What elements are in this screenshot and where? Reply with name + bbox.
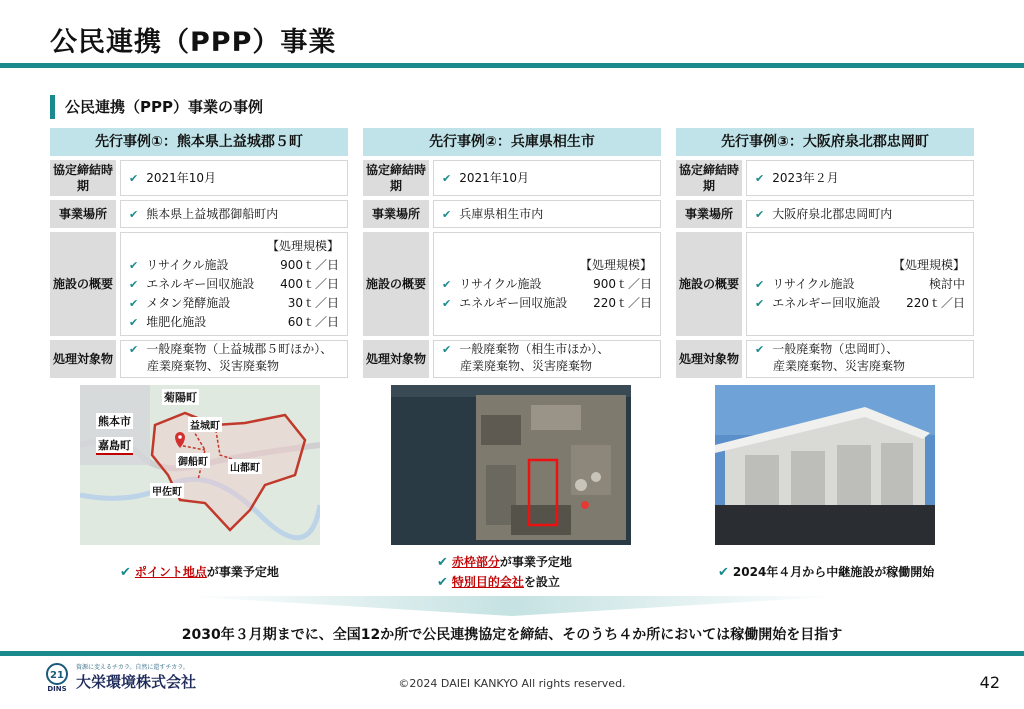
check-icon: ✔: [120, 565, 131, 580]
copyright: ©2024 DAIEI KANKYO All rights reserved.: [398, 677, 626, 690]
label-agreement: 協定締結時期: [363, 160, 429, 196]
label-facility: 施設の概要: [363, 232, 429, 336]
caption-3: ✔ 2024年４月から中継施設が稼働開始: [718, 565, 935, 580]
check-icon: ✔: [129, 315, 139, 329]
facility-item: ✔ エネルギー回収施設 400ｔ／日: [129, 275, 339, 294]
label-agreement: 協定締結時期: [50, 160, 116, 196]
check-icon: ✔: [442, 343, 452, 356]
case-column-2: [363, 128, 661, 378]
logo-name: 大栄環境株式会社: [76, 673, 197, 691]
facility-list: [120, 232, 348, 336]
map-label: 甲佐町: [150, 483, 184, 498]
case-heading: 先行事例②：兵庫県相生市: [363, 128, 661, 156]
building-photo: [715, 385, 935, 545]
check-icon: ✔: [755, 207, 765, 221]
agreement-date: [120, 160, 348, 196]
page-number: 42: [979, 673, 1000, 692]
facility-item: ✔ リサイクル施設 900ｔ／日: [442, 275, 652, 294]
svg-text:21: 21: [50, 670, 64, 681]
location-pin-icon: [581, 501, 589, 509]
summary-text: 2030年３月期までに、全国12か所で公民連携協定を締結、そのうち４か所においては稼働開始を目指す: [181, 627, 843, 643]
aerial-photo: [391, 385, 631, 545]
facility-list: [746, 232, 974, 336]
check-icon: ✔: [129, 343, 139, 356]
label-location: 事業場所: [363, 200, 429, 228]
section-subtitle: 公民連携（PPP）事業の事例: [50, 95, 263, 119]
label-agreement: 協定締結時期: [676, 160, 742, 196]
check-icon: ✔: [755, 343, 765, 356]
scale-header: 【処理規模】: [579, 257, 652, 272]
label-waste: 処理対象物: [363, 340, 429, 378]
check-icon: ✔: [755, 171, 765, 185]
location-value: ✔ 大阪府泉北郡忠岡町内: [746, 200, 974, 228]
waste-value: ✔ 一般廃棄物（上益城郡５町ほか）、 産業廃棄物、災害廃棄物: [120, 340, 348, 378]
check-icon: ✔: [755, 296, 765, 310]
map-label: 山都町: [228, 459, 262, 474]
map-label: 嘉島町: [96, 437, 133, 455]
check-icon: ✔: [442, 207, 452, 221]
facility-list: [433, 232, 661, 336]
scale-header: 【処理規模】: [266, 238, 339, 253]
page-title: 公民連携（PPP）事業: [50, 27, 337, 58]
facility-item: ✔ 堆肥化施設 60ｔ／日: [129, 313, 339, 332]
check-icon: ✔: [442, 171, 452, 185]
label-waste: 処理対象物: [50, 340, 116, 378]
check-icon: ✔: [129, 277, 139, 291]
caption-2b: ✔ 特別目的会社を設立: [437, 575, 560, 590]
check-icon: ✔: [129, 296, 139, 310]
case-heading: 先行事例①：熊本県上益城郡５町: [50, 128, 348, 156]
label-facility: 施設の概要: [50, 232, 116, 336]
scale-header: 【処理規模】: [892, 257, 965, 272]
case-column-1: [50, 128, 348, 378]
case-column-3: [676, 128, 974, 378]
waste-value: ✔ 一般廃棄物（相生市ほか）、 産業廃棄物、災害廃棄物: [433, 340, 661, 378]
check-icon: ✔: [442, 296, 452, 310]
facility-item: ✔ エネルギー回収施設 220ｔ／日: [755, 294, 965, 313]
label-facility: 施設の概要: [676, 232, 742, 336]
location-text: 熊本県上益城郡御船町内: [146, 206, 279, 221]
check-icon: ✔: [437, 575, 448, 590]
location-value: ✔ 兵庫県相生市内: [433, 200, 661, 228]
check-icon: ✔: [755, 277, 765, 291]
agreement-date: ✔ 2021年10月: [433, 160, 661, 196]
label-location: 事業場所: [50, 200, 116, 228]
map-label: 熊本市: [98, 415, 131, 428]
label-waste: 処理対象物: [676, 340, 742, 378]
waste-value: ✔ 一般廃棄物（忠岡町）、 産業廃棄物、災害廃棄物: [746, 340, 974, 378]
facility-item: ✔ エネルギー回収施設 220ｔ／日: [442, 294, 652, 313]
facility-item: ✔ リサイクル施設 検討中: [755, 275, 965, 294]
case-heading: 先行事例③：大阪府泉北郡忠岡町: [676, 128, 974, 156]
map-image: [80, 385, 320, 545]
check-icon: ✔: [718, 565, 729, 580]
facility-item: ✔ メタン発酵施設 30ｔ／日: [129, 294, 339, 313]
agreement-date: ✔ 2023年２月: [746, 160, 974, 196]
check-icon: ✔: [129, 171, 139, 185]
check-icon: ✔: [129, 258, 139, 272]
svg-text:DINS: DINS: [47, 685, 67, 692]
caption-2a: ✔ 赤枠部分が事業予定地: [437, 555, 572, 570]
map-label: 御船町: [176, 453, 210, 468]
footer-divider: [0, 651, 1024, 656]
check-icon: ✔: [442, 277, 452, 291]
location-value: [120, 200, 348, 228]
map-label: 菊陽町: [164, 391, 197, 404]
caption-1: ✔ ポイント地点が事業予定地: [120, 565, 279, 580]
date-text: 2021年10月: [146, 170, 217, 185]
summary-arrow: [180, 596, 844, 616]
facility-item: ✔ リサイクル施設 900ｔ／日: [129, 256, 339, 275]
title-divider: [0, 63, 1024, 68]
logo-tagline: 資源に変えるチカラ。自然に還すチカラ。: [76, 664, 189, 671]
check-icon: ✔: [437, 555, 448, 570]
label-location: 事業場所: [676, 200, 742, 228]
check-icon: ✔: [129, 207, 139, 221]
map-label: 益城町: [188, 417, 222, 432]
